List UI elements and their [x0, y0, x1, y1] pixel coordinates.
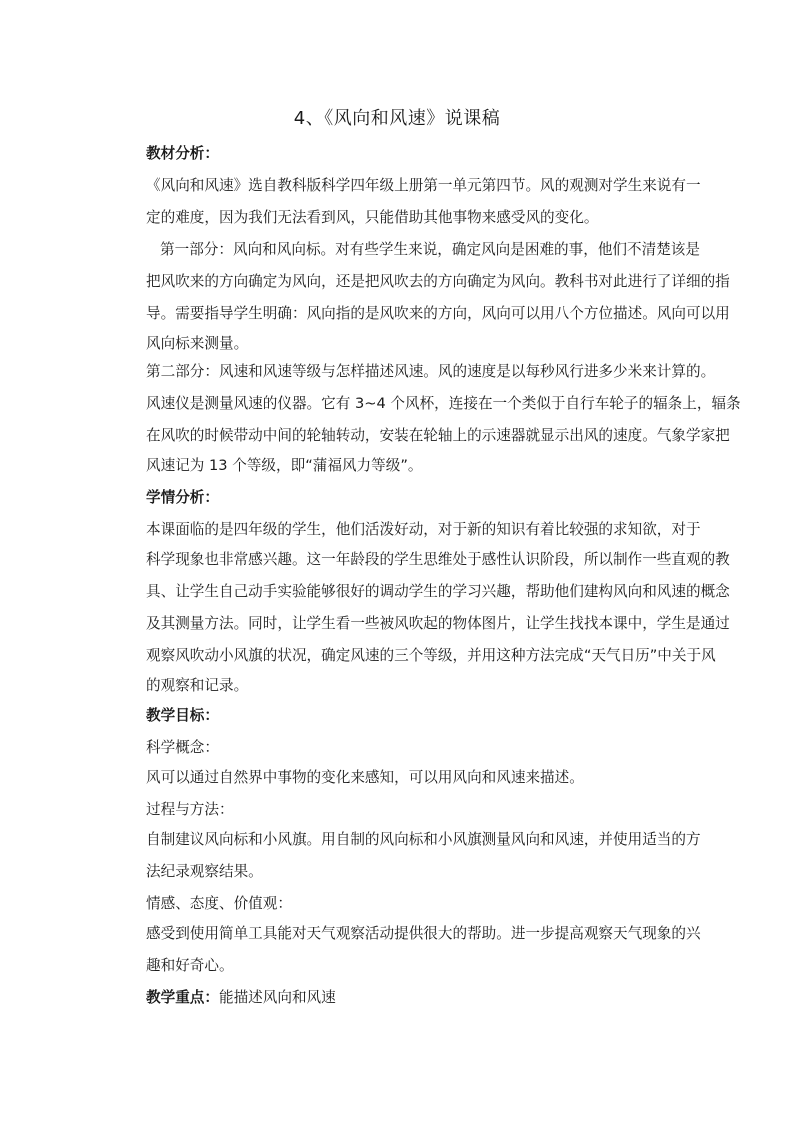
part1-paragraph-line: 第一部分：风向和风向标。对有些学生来说，确定风向是困难的事，他们不清楚该是	[160, 241, 700, 258]
students-paragraph-line: 及其测量方法。同时，让学生看一些被风吹起的物体图片，让学生找找本课中，学生是通过	[146, 615, 730, 632]
process-heading: 过程与方法：	[146, 801, 234, 818]
key-points-line	[146, 988, 336, 1008]
students-paragraph-line: 的观察和记录。	[146, 677, 249, 694]
emotion-paragraph-line: 趣和好奇心。	[146, 957, 234, 974]
concept-paragraph-line: 风可以通过自然界中事物的变化来感知，可以用风向和风速来描述。	[146, 769, 584, 786]
key-points-text: 能描述风向和风速	[218, 989, 336, 1006]
part1-paragraph-line: 导。需要指导学生明确：风向指的是风吹来的方向，风向可以用八个方位描述。风向可以用	[146, 305, 730, 322]
process-paragraph-line: 法纪录观察结果。	[146, 863, 263, 880]
part2-paragraph-line: 第二部分：风速和风速等级与怎样描述风速。风的速度是以每秒风行进多少米来计算的。	[146, 363, 716, 380]
key-points-label: 教学重点：	[146, 989, 219, 1006]
students-paragraph-line: 本课面临的是四年级的学生，他们活泼好动，对于新的知识有着比较强的求知欲，对于	[146, 521, 701, 538]
part1-paragraph-line: 风向标来测量。	[146, 335, 249, 352]
emotion-paragraph-line: 感受到使用简单工具能对天气观察活动提供很大的帮助。进一步提高观察天气现象的兴	[146, 925, 701, 942]
emotion-heading: 情感、态度、价值观：	[146, 895, 292, 912]
materials-paragraph-line: 定的难度，因为我们无法看到风，只能借助其他事物来感受风的变化。	[146, 209, 599, 226]
concept-heading: 科学概念：	[146, 739, 219, 756]
part1-paragraph-line: 把风吹来的方向确定为风向，还是把风吹去的方向确定为风向。教科书对此进行了详细的指	[146, 273, 730, 290]
goals-heading: 教学目标：	[146, 707, 219, 724]
document-title: 4、《风向和风速》说课稿	[293, 108, 501, 129]
part2-paragraph-line: 在风吹的时候带动中间的轮轴转动，安装在轮轴上的示速器就显示出风的速度。气象学家把	[146, 427, 730, 444]
students-paragraph-line: 具、让学生自己动手实验能够很好的调动学生的学习兴趣，帮助他们建构风向和风速的概念	[146, 583, 730, 600]
part2-paragraph-line: 风速记为 13 个等级，即“蒲福风力等级”。	[146, 457, 423, 474]
materials-heading: 教材分析：	[146, 145, 219, 162]
students-heading: 学情分析：	[146, 489, 219, 506]
materials-paragraph-line: 《风向和风速》选自教科版科学四年级上册第一单元第四节。风的观测对学生来说有一	[146, 177, 701, 194]
part2-paragraph-line: 风速仪是测量风速的仪器。它有 3~4 个风杯，连接在一个类似于自行车轮子的辐条上，辐条	[146, 395, 741, 412]
students-paragraph-line: 观察风吹动小风旗的状况，确定风速的三个等级，并用这种方法完成“天气日历”中关于风	[146, 647, 716, 664]
students-paragraph-line: 科学现象也非常感兴趣。这一年龄段的学生思维处于感性认识阶段，所以制作一些直观的教	[146, 551, 730, 568]
process-paragraph-line: 自制建议风向标和小风旗。用自制的风向标和小风旗测量风向和风速，并使用适当的方	[146, 831, 701, 848]
